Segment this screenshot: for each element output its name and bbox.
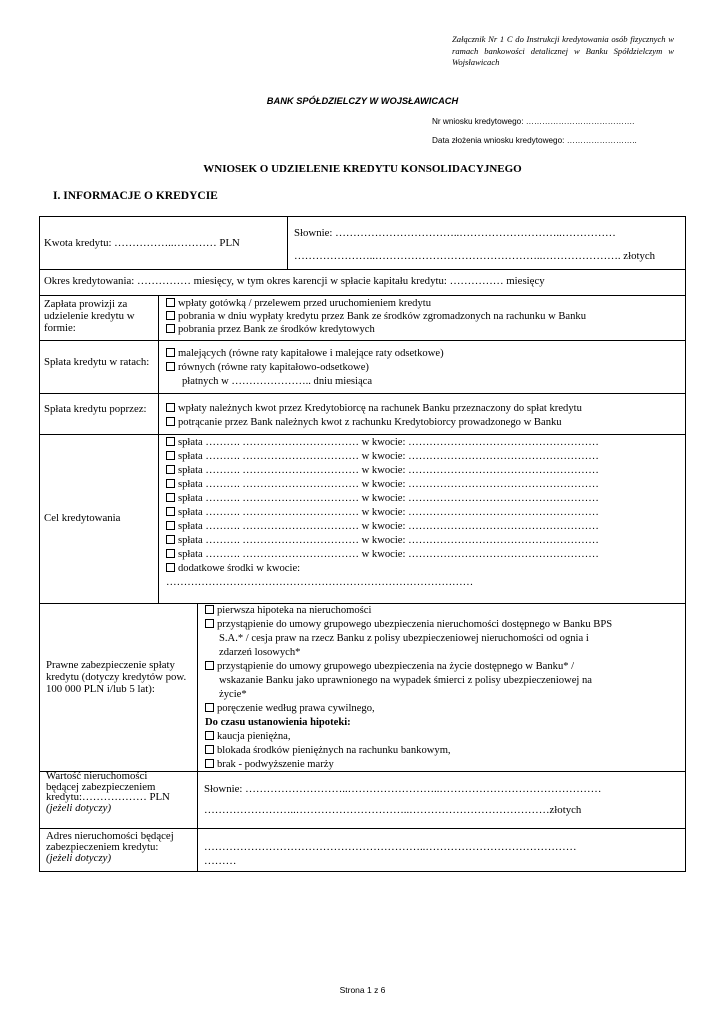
checkbox[interactable]	[166, 348, 175, 357]
checkbox[interactable]	[166, 549, 175, 558]
installment-option-decreasing[interactable]	[166, 347, 444, 360]
checkbox[interactable]	[205, 759, 214, 768]
checkbox[interactable]	[166, 465, 175, 474]
checkbox[interactable]	[166, 451, 175, 460]
option-text: spłata ………. …………………………… w kwocie: ………………………………………………	[178, 507, 599, 518]
checkbox[interactable]	[166, 479, 175, 488]
option-text: dodatkowe środki w kwocie:	[178, 563, 301, 574]
collateral-option-text: życie*	[219, 689, 247, 700]
repayment-option-deduction[interactable]	[166, 416, 562, 429]
collateral-option-cash-deposit[interactable]	[205, 730, 291, 743]
collateral-option-text: wskazanie Banku jako uprawnionego na wypadek śmierci z polisy ubezpieczeniowej na	[219, 675, 593, 686]
checkbox[interactable]	[166, 311, 175, 320]
option-text: blokada środków pieniężnych na rachunku bankowym,	[217, 745, 451, 756]
section-title: I. INFORMACJE O KREDYCIE	[53, 190, 218, 202]
repayment-label: Spłata kredytu poprzez:	[44, 403, 147, 415]
option-text: spłata ………. …………………………… w kwocie: ………………………………………………	[178, 521, 599, 532]
label-line: Adres nieruchomości będącej	[46, 830, 174, 842]
option-text: spłata ………. …………………………… w kwocie: ………………………………………………	[178, 535, 599, 546]
property-value-in-words-line[interactable]: Słownie: ………………………..……………………..………………………………………	[204, 783, 602, 795]
commission-label: Zapłata prowizji za udzielenie kredytu w formie:	[44, 298, 135, 335]
property-address-line[interactable]: ………	[204, 855, 237, 867]
collateral-option-surety[interactable]	[205, 702, 375, 715]
row-divider	[39, 295, 686, 296]
checkbox[interactable]	[166, 493, 175, 502]
collateral-label: Prawne zabezpieczenie spłaty kredytu (dotyczy kredytów pow. 100 000 PLN i/lub 5 lat):	[46, 659, 187, 696]
option-text: spłata ………. …………………………… w kwocie: ………………………………………………	[178, 549, 599, 560]
row-divider	[39, 434, 686, 435]
option-text: równych (równe raty kapitałowo-odsetkowe)	[178, 362, 369, 373]
commission-option-cash[interactable]	[166, 297, 431, 310]
purpose-repayment-item[interactable]	[166, 450, 599, 463]
option-text: przystąpienie do umowy grupowego ubezpieczenia na życie dostępnego w Banku* /	[217, 661, 575, 672]
checkbox[interactable]	[205, 661, 214, 670]
option-text: malejących (równe raty kapitałowe i malejące raty odsetkowe)	[178, 348, 444, 359]
installment-option-equal[interactable]	[166, 361, 369, 374]
checkbox[interactable]	[166, 535, 175, 544]
form-title: WNIOSEK O UDZIELENIE KREDYTU KONSOLIDACYJNEGO	[203, 163, 522, 175]
collateral-option-text: zdarzeń losowych*	[219, 647, 301, 658]
row-divider	[39, 269, 686, 270]
bank-name: BANK SPÓŁDZIELCZY W WOJSŁAWICACH	[266, 96, 459, 106]
checkbox[interactable]	[205, 703, 214, 712]
purpose-label: Cel kredytowania	[44, 512, 121, 524]
column-divider	[158, 295, 159, 603]
label-note: (jeżeli dotyczy)	[46, 852, 112, 864]
application-number: Nr wniosku kredytowego: ………………………………….	[432, 117, 635, 126]
purpose-repayment-item[interactable]	[166, 436, 599, 449]
table-border-left	[39, 216, 40, 872]
checkbox[interactable]	[166, 324, 175, 333]
property-address-label	[46, 831, 174, 864]
collateral-option-account-block[interactable]	[205, 744, 451, 757]
until-mortgage-heading: Do czasu ustanowienia hipoteki:	[205, 717, 351, 728]
checkbox[interactable]	[166, 507, 175, 516]
option-text: wpłaty należnych kwot przez Kredytobiorcę na rachunek Banku przeznaczony do spłat kredytu	[178, 403, 582, 414]
option-text: pobrania w dniu wypłaty kredytu przez Bank ze środków zgromadzonych na rachunku w Banku	[178, 311, 587, 322]
page-footer: Strona 1 z 6	[339, 985, 386, 995]
amount-in-words-line[interactable]: …………………..………………………………………..…………………. złotych	[294, 250, 656, 262]
application-date: Data złożenia wniosku kredytowego: ……………………..	[432, 136, 637, 145]
collateral-option-margin-increase[interactable]	[205, 758, 334, 771]
label-note: (jeżeli dotyczy)	[46, 801, 112, 814]
option-text: spłata ………. …………………………… w kwocie: ………………………………………………	[178, 437, 599, 448]
annex-note: Załącznik Nr 1 C do Instrukcji kredytowania osób fizycznych w ramach bankowości detalicznej w Banku Spółdzielczym w Wojsławicach	[452, 34, 674, 68]
checkbox[interactable]	[205, 619, 214, 628]
collateral-option-property-insurance[interactable]	[205, 618, 612, 631]
label-line: zabezpieczeniem kredytu:	[46, 841, 159, 853]
credit-amount-field[interactable]: Kwota kredytu: ……………..………… PLN	[44, 237, 240, 249]
commission-option-credit-funds[interactable]	[166, 323, 375, 336]
purpose-repayment-item[interactable]	[166, 548, 599, 561]
checkbox[interactable]	[166, 417, 175, 426]
property-value-in-words-line[interactable]: ……………………..…………………………..…………………………………złotych	[204, 804, 582, 816]
purpose-extra-funds[interactable]	[166, 562, 300, 575]
collateral-option-life-insurance[interactable]	[205, 660, 574, 673]
purpose-repayment-item[interactable]	[166, 506, 599, 519]
commission-option-account[interactable]	[166, 310, 586, 323]
row-divider	[39, 828, 686, 829]
column-divider	[287, 216, 288, 269]
purpose-extra-funds-line[interactable]: ……………………………………………………………………………	[166, 577, 474, 588]
option-text: spłata ………. …………………………… w kwocie: ………………………………………………	[178, 493, 599, 504]
checkbox[interactable]	[166, 437, 175, 446]
row-divider	[39, 216, 686, 217]
property-value-label	[46, 771, 170, 813]
option-text: spłata ………. …………………………… w kwocie: ………………………………………………	[178, 451, 599, 462]
option-text: pierwsza hipoteka na nieruchomości	[217, 605, 372, 616]
row-divider	[39, 871, 686, 872]
checkbox[interactable]	[205, 605, 214, 614]
option-text: spłata ………. …………………………… w kwocie: ………………………………………………	[178, 479, 599, 490]
purpose-repayment-item[interactable]	[166, 478, 599, 491]
label-line: Wartość nieruchomości	[46, 770, 148, 782]
option-text: poręczenie według prawa cywilnego,	[217, 703, 375, 714]
option-text: potrącanie przez Bank należnych kwot z rachunku Kredytobiorcy prowadzonego w Banku	[178, 417, 562, 428]
checkbox[interactable]	[166, 563, 175, 572]
option-text: kaucja pieniężna,	[217, 731, 291, 742]
checkbox[interactable]	[166, 403, 175, 412]
collateral-option-text: S.A.* / cesja praw na rzecz Banku z polisy ubezpieczeniowej nieruchomości od ognia i	[219, 633, 589, 644]
option-text: wpłaty gotówką / przelewem przed uruchomieniem kredytu	[178, 298, 431, 309]
installment-payment-day-field[interactable]: płatnych w ………………….. dniu miesiąca	[182, 376, 373, 387]
property-value-field[interactable]: kredytu:……………… PLN	[46, 791, 170, 803]
label-line: będącej zabezpieczeniem	[46, 780, 156, 793]
purpose-repayment-item[interactable]	[166, 492, 599, 505]
checkbox[interactable]	[166, 298, 175, 307]
installments-label: Spłata kredytu w ratach:	[44, 356, 150, 368]
property-address-line[interactable]: ……………………………………………………..……………………………………	[204, 841, 577, 853]
collateral-option-mortgage[interactable]	[205, 604, 371, 617]
checkbox[interactable]	[205, 745, 214, 754]
amount-in-words-line[interactable]: Słownie: ……………………………..………………………..……………	[294, 227, 616, 239]
row-divider	[39, 393, 686, 394]
option-text: brak - podwyższenie marży	[217, 759, 334, 770]
purpose-repayment-item[interactable]	[166, 464, 599, 477]
purpose-repayment-item[interactable]	[166, 534, 599, 547]
column-divider	[197, 603, 198, 871]
checkbox[interactable]	[166, 362, 175, 371]
purpose-repayment-item[interactable]	[166, 520, 599, 533]
checkbox[interactable]	[166, 521, 175, 530]
option-text: przystąpienie do umowy grupowego ubezpieczenia nieruchomości dostępnego w Banku BPS	[217, 619, 613, 630]
credit-period-field[interactable]: Okres kredytowania: …………… miesięcy, w tym okres karencji w spłacie kapitału kredytu: …………… miesięcy	[44, 275, 545, 287]
checkbox[interactable]	[205, 731, 214, 740]
repayment-option-deposit[interactable]	[166, 402, 582, 415]
table-border-right	[685, 216, 686, 872]
option-text: pobrania przez Bank ze środków kredytowych	[178, 324, 375, 335]
option-text: spłata ………. …………………………… w kwocie: ………………………………………………	[178, 465, 599, 476]
row-divider	[39, 340, 686, 341]
